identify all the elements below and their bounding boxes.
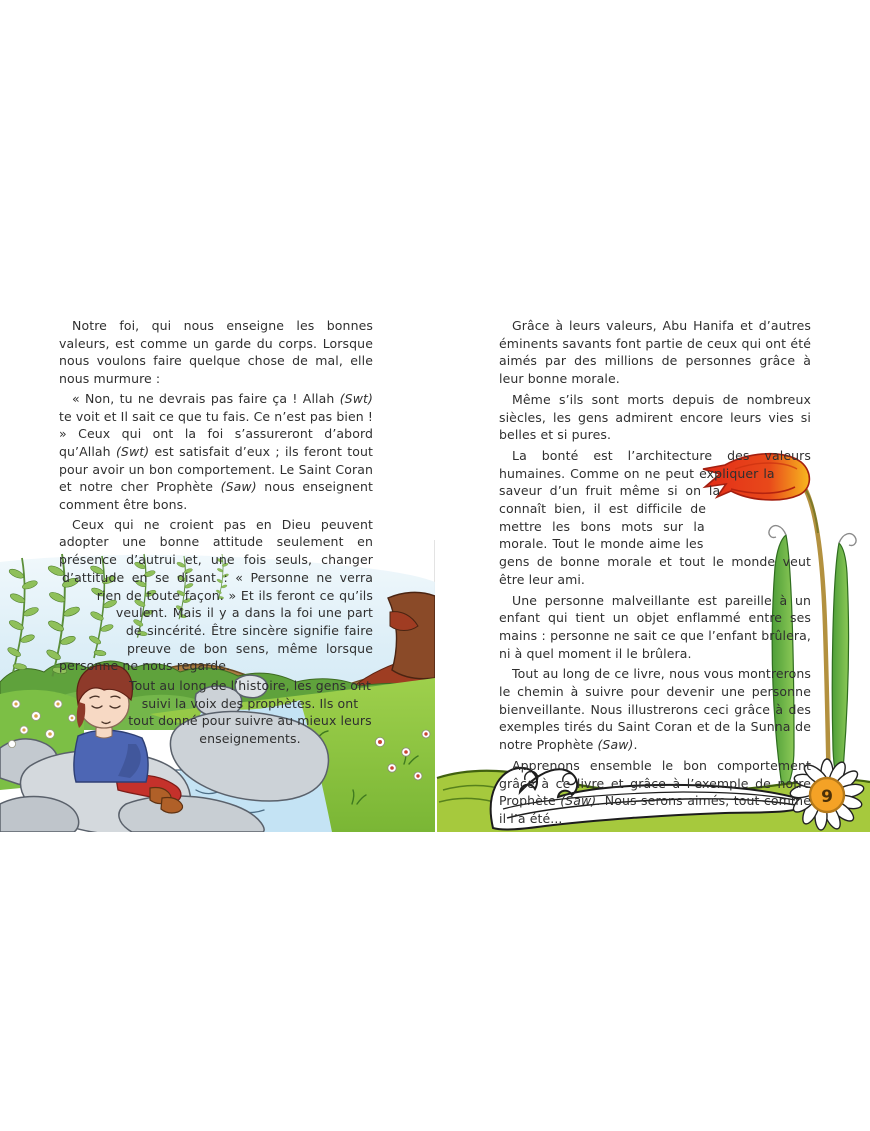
paragraph: La bonté est l’architecture des valeurs humaines. Comme on ne peut expliquer la saveur d’un fruit même si on la connaît bien, il est difficile de mettre les bons mots sur la morale. Tout le monde aime les gens de bonne morale et tout le monde veut être leur ami. [499, 447, 811, 587]
right-page [435, 0, 870, 832]
paragraph: Notre foi, qui nous enseigne les bonnes valeurs, est comme un garde du corps. Lorsque nous voulons faire quelque chose de mal, elle nous murmure : [59, 318, 373, 387]
left-text-column [59, 317, 373, 750]
paragraph: Apprenons ensemble le bon comportement grâce à ce livre et grâce à l’exemple de notre Prophète (Saw). Nous serons aimés, tout comme il l’a été... [499, 757, 811, 826]
page-number: 9 [821, 787, 833, 807]
paragraph: Une personne malveillante est pareille à un enfant qui tient un objet enflammé entre ses mains : personne ne sait ce que l’enfant brûlera, ni à quel moment il le brûlera. [499, 592, 811, 661]
paragraph: Tout au long de ce livre, nous vous montrerons le chemin à suivre pour devenir une personne bienveillante. Nous illustrerons ceci grâce à des exemples tirés du Saint Coran et de la Sunna de notre Prophète (Saw). [499, 666, 811, 753]
paragraph: Même s’ils sont morts depuis de nombreux siècles, les gens admirent encore leurs vies si belles et si pures. [499, 391, 811, 443]
paragraph: Grâce à leurs valeurs, Abu Hanifa et d’autres éminents savants font partie de ceux qui ont été aimés par des millions de personnes grâce à leur bonne morale. [499, 318, 811, 387]
paragraph: Ceux qui ne croient pas en Dieu peuvent adopter une bonne attitude seulement en présence d’autrui et, une fois seuls, changer d’attitude en se disant : « Personne ne verra rien de toute façon. » Et ils feront ce qu’ils veulent. Mais il y a dans la foi une part de sincérité. Être sincère signifie faire preuve de bon sens, même lorsque personne ne nous regarde. [59, 516, 373, 674]
paragraph: Tout au long de l’histoire, les gens ont suivi la voix des prophètes. Ils ont tout donné pour suivre au mieux leurs enseignements. [128, 678, 372, 747]
paragraph: « Non, tu ne devrais pas faire ça ! Allah (Swt) te voit et Il sait ce que tu fais. Ce n’est pas bien ! » Ceux qui ont la foi s’assureront d’abord qu’Allah (Swt) est satisfait d’eux ; ils feront tout pour avoir un bon comportement. Le Saint Coran et notre cher Prophète (Saw) nous enseignent comment être bons. [59, 390, 373, 513]
right-text-column [499, 317, 811, 831]
left-page [0, 0, 435, 832]
